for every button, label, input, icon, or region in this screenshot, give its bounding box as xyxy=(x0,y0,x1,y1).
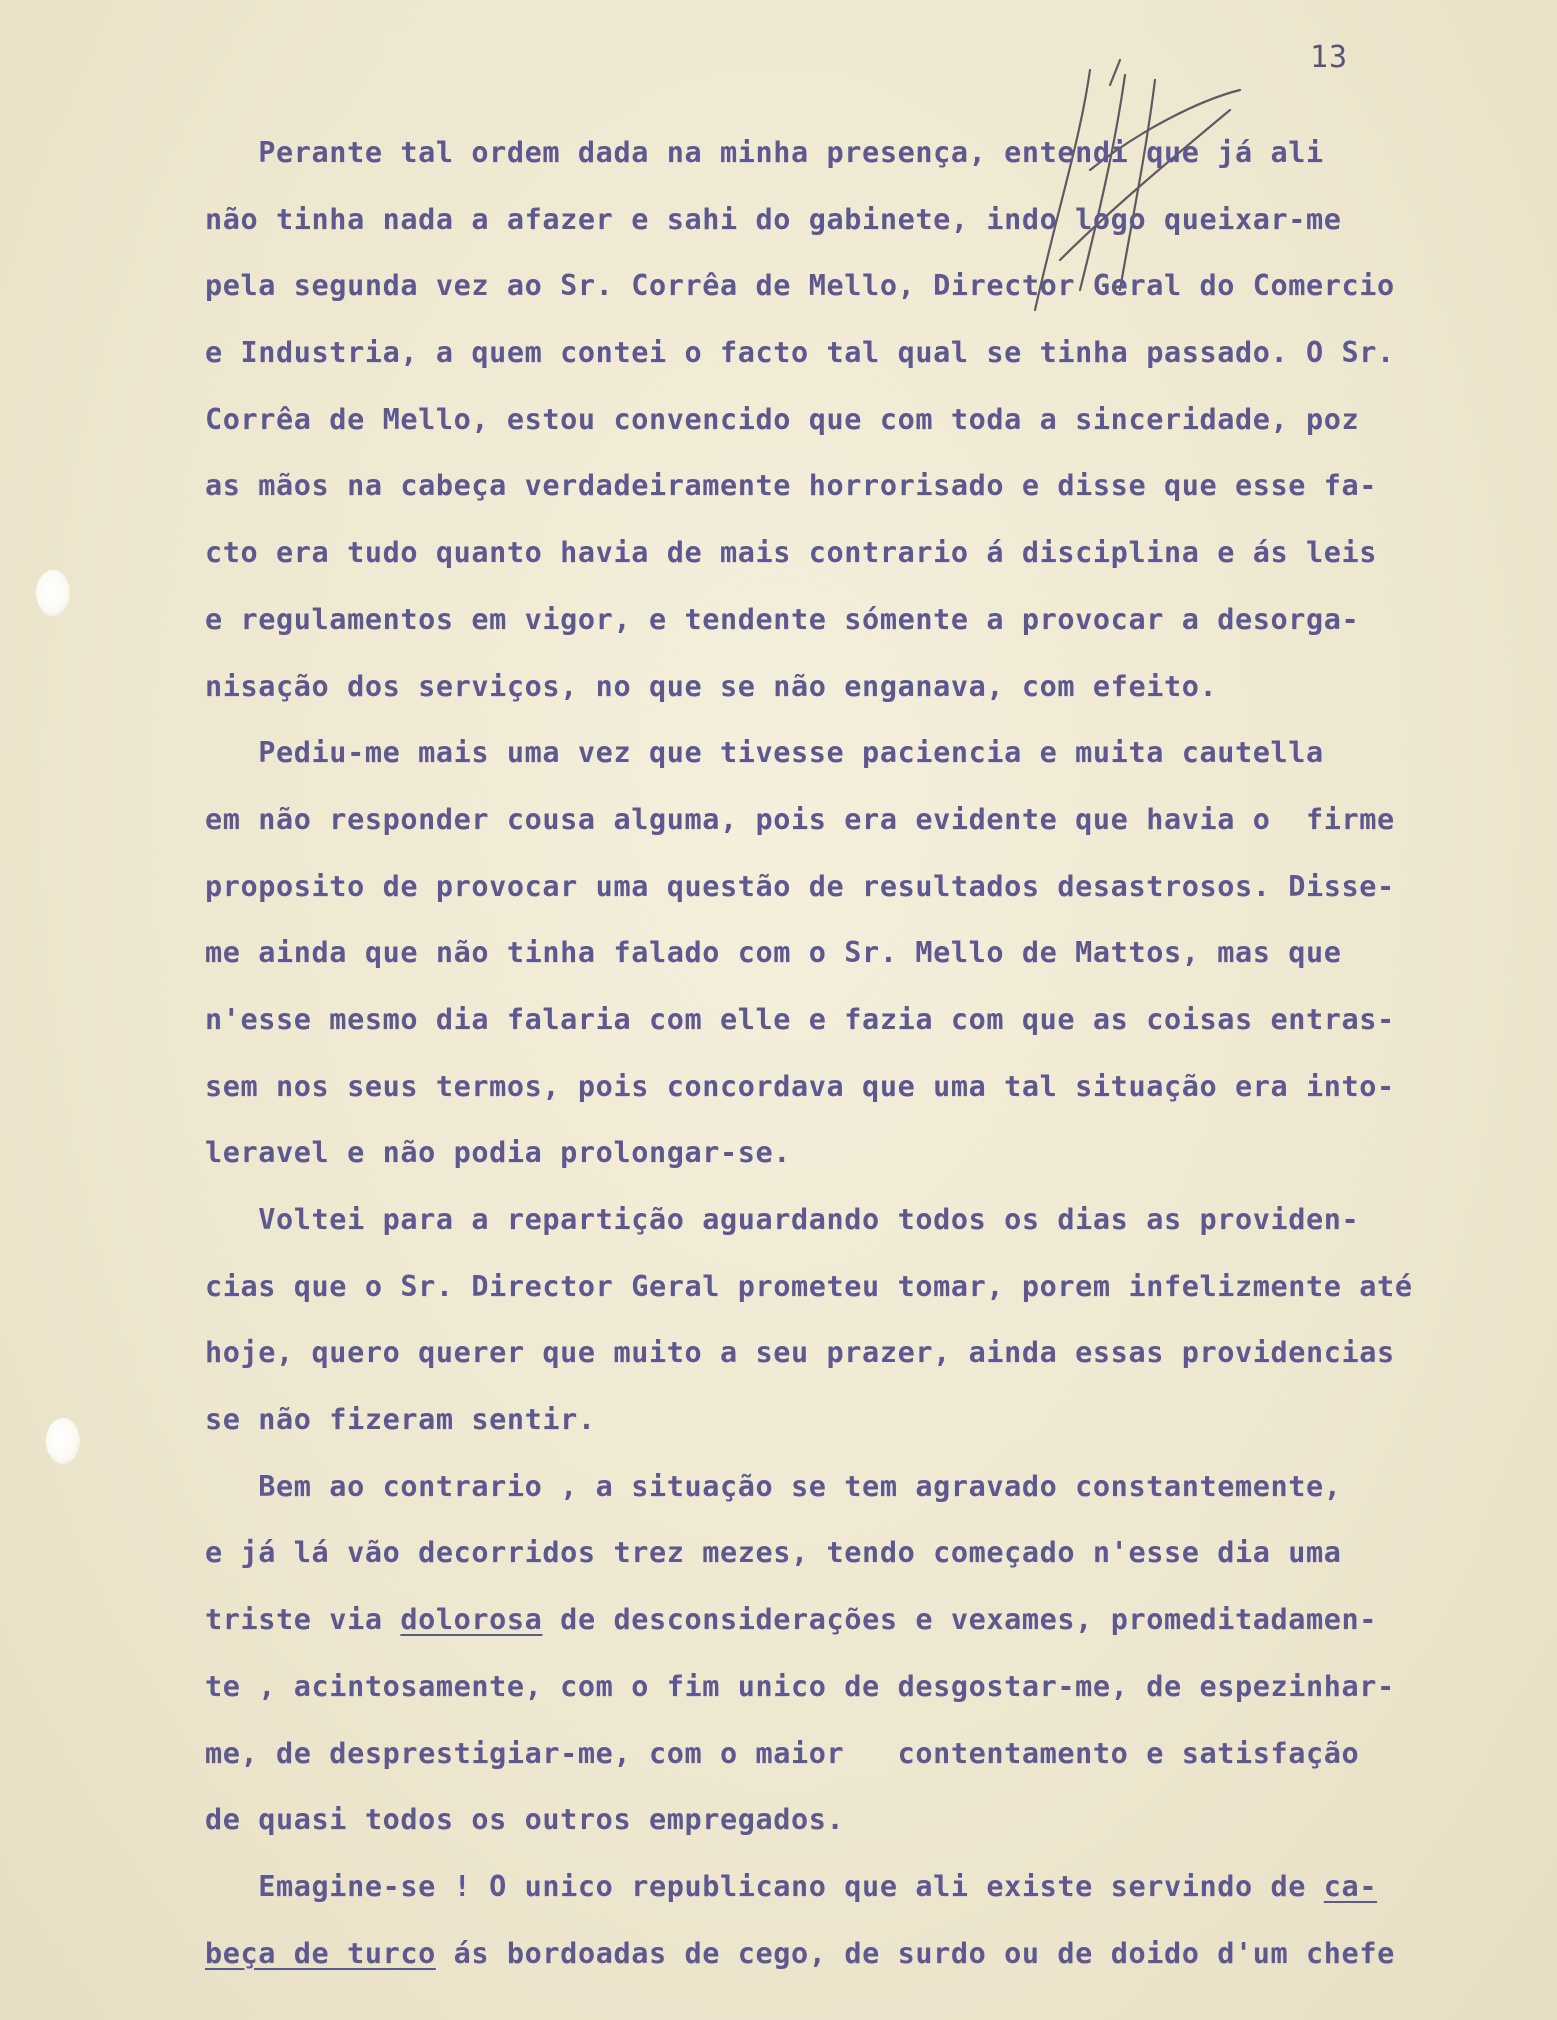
text-segment: me, de desprestigiar-me, com o maior contentamento e satisfação xyxy=(205,1736,1360,1770)
text-line xyxy=(205,1187,1535,1254)
text-line xyxy=(205,387,1535,454)
underlined-phrase: dolorosa xyxy=(400,1603,543,1637)
text-segment: me ainda que não tinha falado com o Sr. Mello de Mattos, mas que xyxy=(205,936,1342,970)
text-line xyxy=(205,654,1535,721)
text-segment: sem nos seus termos, pois concordava que uma tal situação era into- xyxy=(205,1069,1395,1103)
text-line xyxy=(205,320,1535,387)
text-line xyxy=(205,587,1535,654)
text-segment: n'esse mesmo dia falaria com elle e fazia com que as coisas entras- xyxy=(205,1002,1395,1036)
text-line xyxy=(205,520,1535,587)
text-segment: pela segunda vez ao Sr. Corrêa de Mello, Director Geral do Comercio xyxy=(205,269,1395,303)
text-segment: e Industria, a quem contei o facto tal qual se tinha passado. O Sr. xyxy=(205,336,1395,370)
text-segment: proposito de provocar uma questão de resultados desastrosos. Disse- xyxy=(205,869,1395,903)
text-segment: de desconsiderações e vexames, promeditadamen- xyxy=(542,1603,1378,1637)
text-line xyxy=(205,187,1535,254)
typed-body-text xyxy=(205,120,1535,1987)
text-line xyxy=(205,1387,1535,1454)
text-line xyxy=(205,1787,1535,1854)
text-segment: e regulamentos em vigor, e tendente sómente a provocar a desorga- xyxy=(205,602,1360,636)
text-segment: se não fizeram sentir. xyxy=(205,1403,596,1437)
text-line xyxy=(205,1721,1535,1788)
text-line xyxy=(205,1587,1535,1654)
text-segment: Corrêa de Mello, estou convencido que com toda a sinceridade, poz xyxy=(205,402,1360,436)
text-segment: nisação dos serviços, no que se não enganava, com efeito. xyxy=(205,669,1218,703)
text-segment: triste via xyxy=(205,1603,401,1637)
text-line xyxy=(205,920,1535,987)
text-segment: ás bordoadas de cego, de surdo ou de doido d'um chefe xyxy=(435,1936,1395,1970)
punch-hole-lower xyxy=(46,1418,80,1464)
text-segment: cias que o Sr. Director Geral prometeu tomar, porem infelizmente até xyxy=(205,1269,1413,1303)
text-line xyxy=(205,854,1535,921)
text-line xyxy=(205,987,1535,1054)
text-line xyxy=(205,253,1535,320)
text-segment: Pediu-me mais uma vez que tivesse paciencia e muita cautella xyxy=(205,736,1324,770)
underlined-phrase: ca- xyxy=(1323,1869,1378,1903)
text-segment: Bem ao contrario , a situação se tem agravado constantemente, xyxy=(205,1469,1342,1503)
text-segment: cto era tudo quanto havia de mais contrario á disciplina e ás leis xyxy=(205,536,1378,570)
text-segment: de quasi todos os outros empregados. xyxy=(205,1803,845,1837)
text-segment: Voltei para a repartição aguardando todos os dias as providen- xyxy=(205,1203,1360,1236)
text-line xyxy=(205,1454,1535,1521)
punch-hole-upper xyxy=(36,570,70,616)
text-line xyxy=(205,1654,1535,1721)
text-segment: não tinha nada a afazer e sahi do gabinete, indo logo queixar-me xyxy=(205,202,1342,236)
text-line xyxy=(205,1320,1535,1387)
page-number: 13 xyxy=(1310,40,1349,75)
text-line xyxy=(205,1854,1535,1921)
text-line xyxy=(205,1520,1535,1587)
text-segment: as mãos na cabeça verdadeiramente horrorisado e disse que esse fa- xyxy=(205,469,1378,503)
text-line xyxy=(205,1120,1535,1187)
text-line xyxy=(205,1921,1535,1988)
text-segment: Emagine-se ! O unico republicano que ali existe servindo de xyxy=(205,1869,1324,1903)
text-segment: leravel e não podia prolongar-se. xyxy=(205,1136,792,1170)
underlined-phrase: beça de turco xyxy=(205,1936,436,1970)
text-segment: em não responder cousa alguma, pois era evidente que havia o firme xyxy=(205,802,1395,836)
text-segment: Perante tal ordem dada na minha presença, entendi que já ali xyxy=(205,136,1324,169)
text-line xyxy=(205,787,1535,854)
text-segment: hoje, quero querer que muito a seu prazer, ainda essas providencias xyxy=(205,1336,1395,1370)
text-segment: e já lá vão decorridos trez mezes, tendo começado n'esse dia uma xyxy=(205,1536,1342,1570)
text-line xyxy=(205,1254,1535,1321)
text-line xyxy=(205,720,1535,787)
text-line xyxy=(205,1054,1535,1121)
text-line xyxy=(205,120,1535,187)
text-line xyxy=(205,453,1535,520)
text-segment: te , acintosamente, com o fim unico de desgostar-me, de espezinhar- xyxy=(205,1669,1395,1703)
